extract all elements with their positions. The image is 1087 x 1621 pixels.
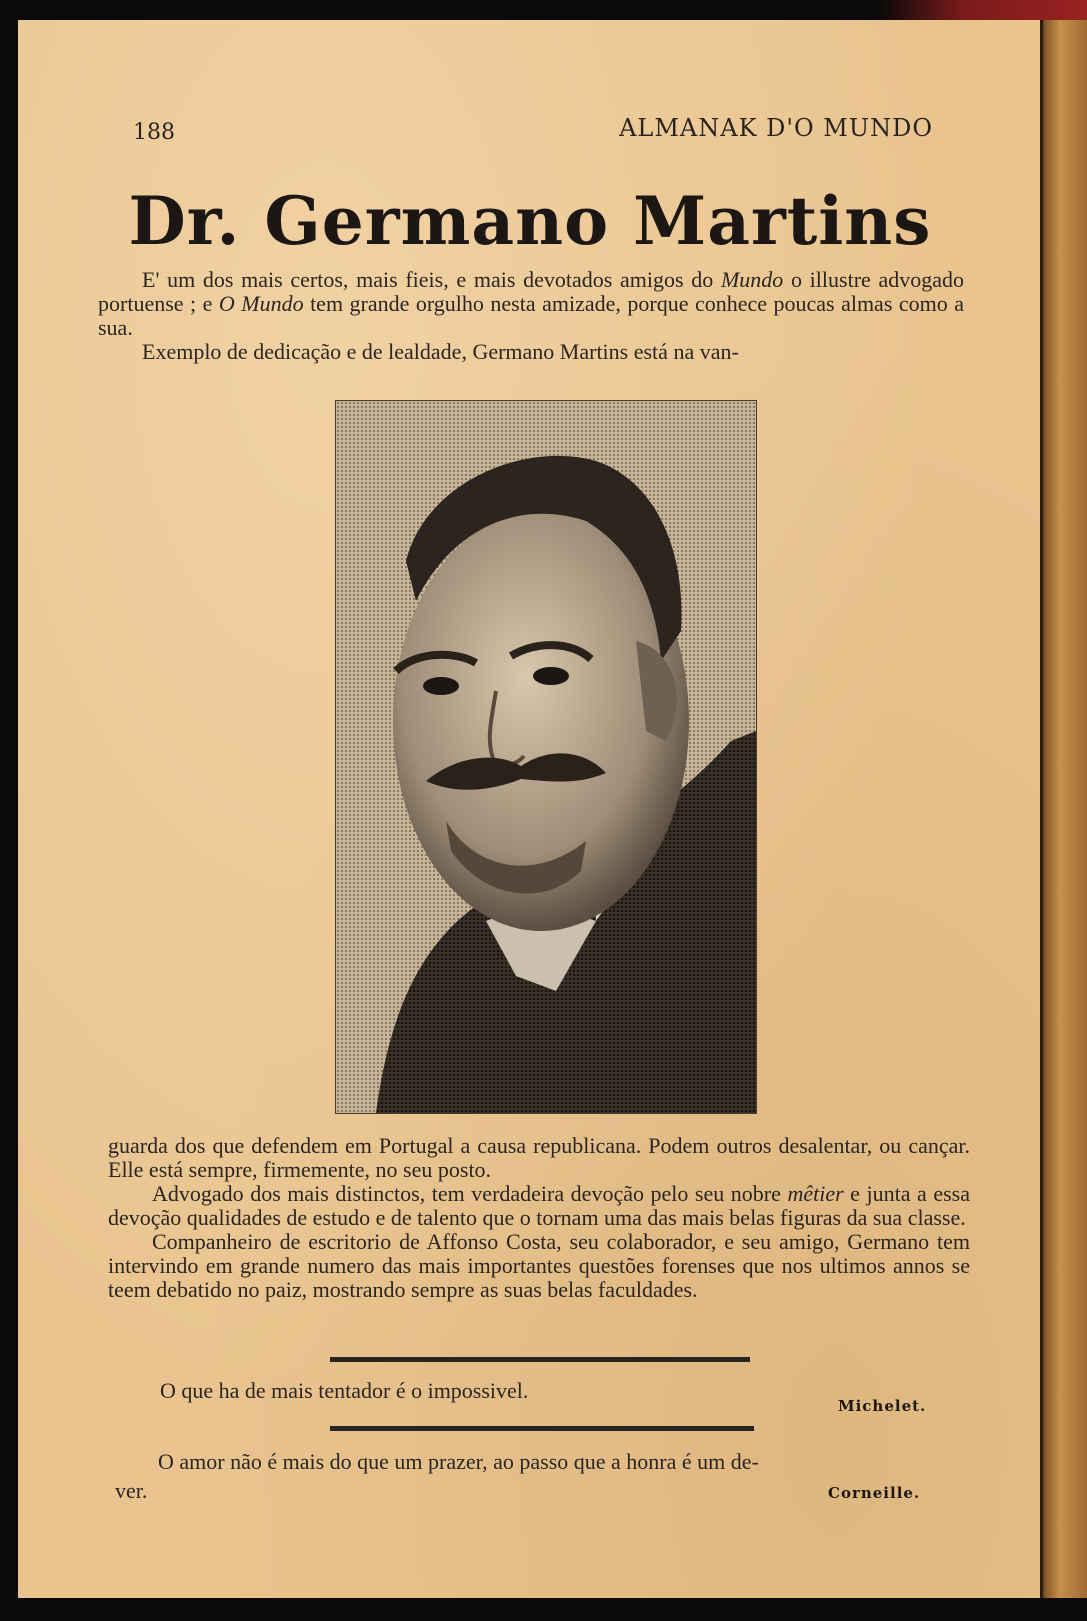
quote-text-continuation: ver.: [115, 1478, 148, 1503]
quote-text: O que ha de mais tentador é o impossivel.: [160, 1378, 529, 1403]
body-paragraph-3: Companheiro de escritorio de Affonso Costa, seu colaborador, e seu amigo, Germano tem intervindo em grande numero das mais importantes questões forenses que nos ultimos annos se teem debatido no paiz, mostrando sempre as suas belas faculdades.: [108, 1229, 970, 1302]
body-italic-metier: mêtier: [787, 1181, 844, 1206]
page-number: 188: [133, 120, 175, 145]
divider-rule: [330, 1426, 754, 1431]
running-header: [113, 112, 933, 152]
intro-paragraph: [98, 268, 964, 340]
body-text-segment: e junta a essa devoção qualidades de estudo e de talento que o tornam uma das mais belas figuras da sua classe.: [108, 1181, 970, 1230]
intro-text-segment: E' um dos mais certos, mais fieis, e mais devotados amigos do: [142, 267, 721, 292]
intro-text-segment: tem grande orgulho nesta amizade, porque conhece poucas almas como a sua.: [98, 291, 964, 340]
intro-paragraph-2: Exemplo de dedicação e de lealdade, Germano Martins está na van-: [142, 339, 739, 364]
divider-rule: [330, 1357, 750, 1362]
intro-italic-mundo: Mundo: [720, 267, 784, 292]
body-paragraph-2: [108, 1182, 970, 1230]
next-page-edge: [1040, 20, 1087, 1598]
quote-author: Corneille.: [828, 1484, 921, 1502]
page-corner-shadow: [880, 0, 1087, 22]
intro-text-segment: o illustre advogado portuense ; e: [98, 267, 965, 316]
intro-text: [98, 268, 964, 364]
quote-author: Michelet.: [838, 1397, 927, 1415]
body-text-segment: Advogado dos mais distinctos, tem verdadeira devoção pelo seu nobre: [152, 1181, 788, 1206]
body-paragraph-1: guarda dos que defendem em Portugal a causa republicana. Podem outros desalentar, ou cançar. Elle está sempre, firmemente, no seu posto.: [108, 1133, 970, 1182]
intro-italic-o-mundo: O Mundo: [218, 291, 304, 316]
portrait-photo: [335, 400, 757, 1114]
portrait-image: [336, 401, 756, 1113]
body-text: [108, 1134, 970, 1302]
article-title: Dr. Germano Martins: [128, 182, 932, 260]
quote-text: O amor não é mais do que um prazer, ao passo que a honra é um de-: [158, 1449, 759, 1474]
running-title: ALMANAK D'O MUNDO: [619, 114, 933, 142]
